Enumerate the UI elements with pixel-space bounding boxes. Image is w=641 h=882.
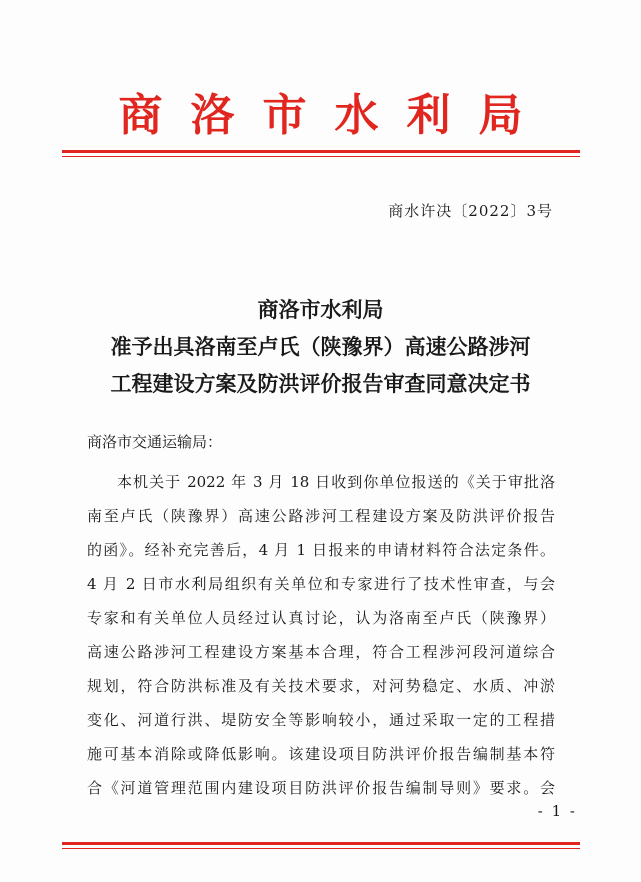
page-number: - 1 - bbox=[537, 802, 577, 820]
header-rule-thin bbox=[62, 156, 580, 157]
body-text bbox=[87, 465, 555, 805]
body-line: 本机关于 2022 年 3 月 18 日收到你单位报送的《关于审批洛 bbox=[117, 473, 555, 491]
title-line-2: 准予出具洛南至卢氏（陕豫界）高速公路涉河 bbox=[110, 335, 531, 359]
body-line: 规划，符合防洪标准及有关技术要求，对河势稳定、水质、冲淤 bbox=[87, 677, 555, 695]
title-line-1: 商洛市水利局 bbox=[257, 298, 384, 322]
footer-rule-thick bbox=[62, 842, 580, 845]
body-line: 合《河道管理范围内建设项目防洪评价报告编制导则》要求。会 bbox=[87, 779, 555, 797]
footer-rule-thin bbox=[62, 848, 580, 849]
body-line: 的函》。经补充完善后，4 月 1 日报来的申请材料符合法定条件。 bbox=[87, 541, 555, 559]
body-line: 4 月 2 日市水利局组织有关单位和专家进行了技术性审查，与会 bbox=[87, 575, 555, 593]
body-line: 南至卢氏（陕豫界）高速公路涉河工程建设方案及防洪评价报告 bbox=[87, 507, 555, 525]
header-rule-thick bbox=[62, 150, 580, 153]
document-number: 商水许决〔2022〕3号 bbox=[388, 202, 553, 220]
agency-header: 商洛市水利局 bbox=[118, 90, 551, 141]
body-line: 高速公路涉河工程建设方案基本合理，符合工程涉河段河道综合 bbox=[87, 643, 555, 661]
body-line: 施可基本消除或降低影响。该建设项目防洪评价报告编制基本符 bbox=[87, 745, 555, 763]
body-line: 专家和有关单位人员经过认真讨论，认为洛南至卢氏（陕豫界） bbox=[87, 609, 555, 627]
body-line: 变化、河道行洪、堤防安全等影响较小，通过采取一定的工程措 bbox=[87, 711, 555, 729]
title-line-3: 工程建设方案及防洪评价报告审查同意决定书 bbox=[110, 372, 531, 396]
document-title bbox=[0, 292, 641, 403]
recipient: 商洛市交通运输局： bbox=[87, 433, 223, 451]
